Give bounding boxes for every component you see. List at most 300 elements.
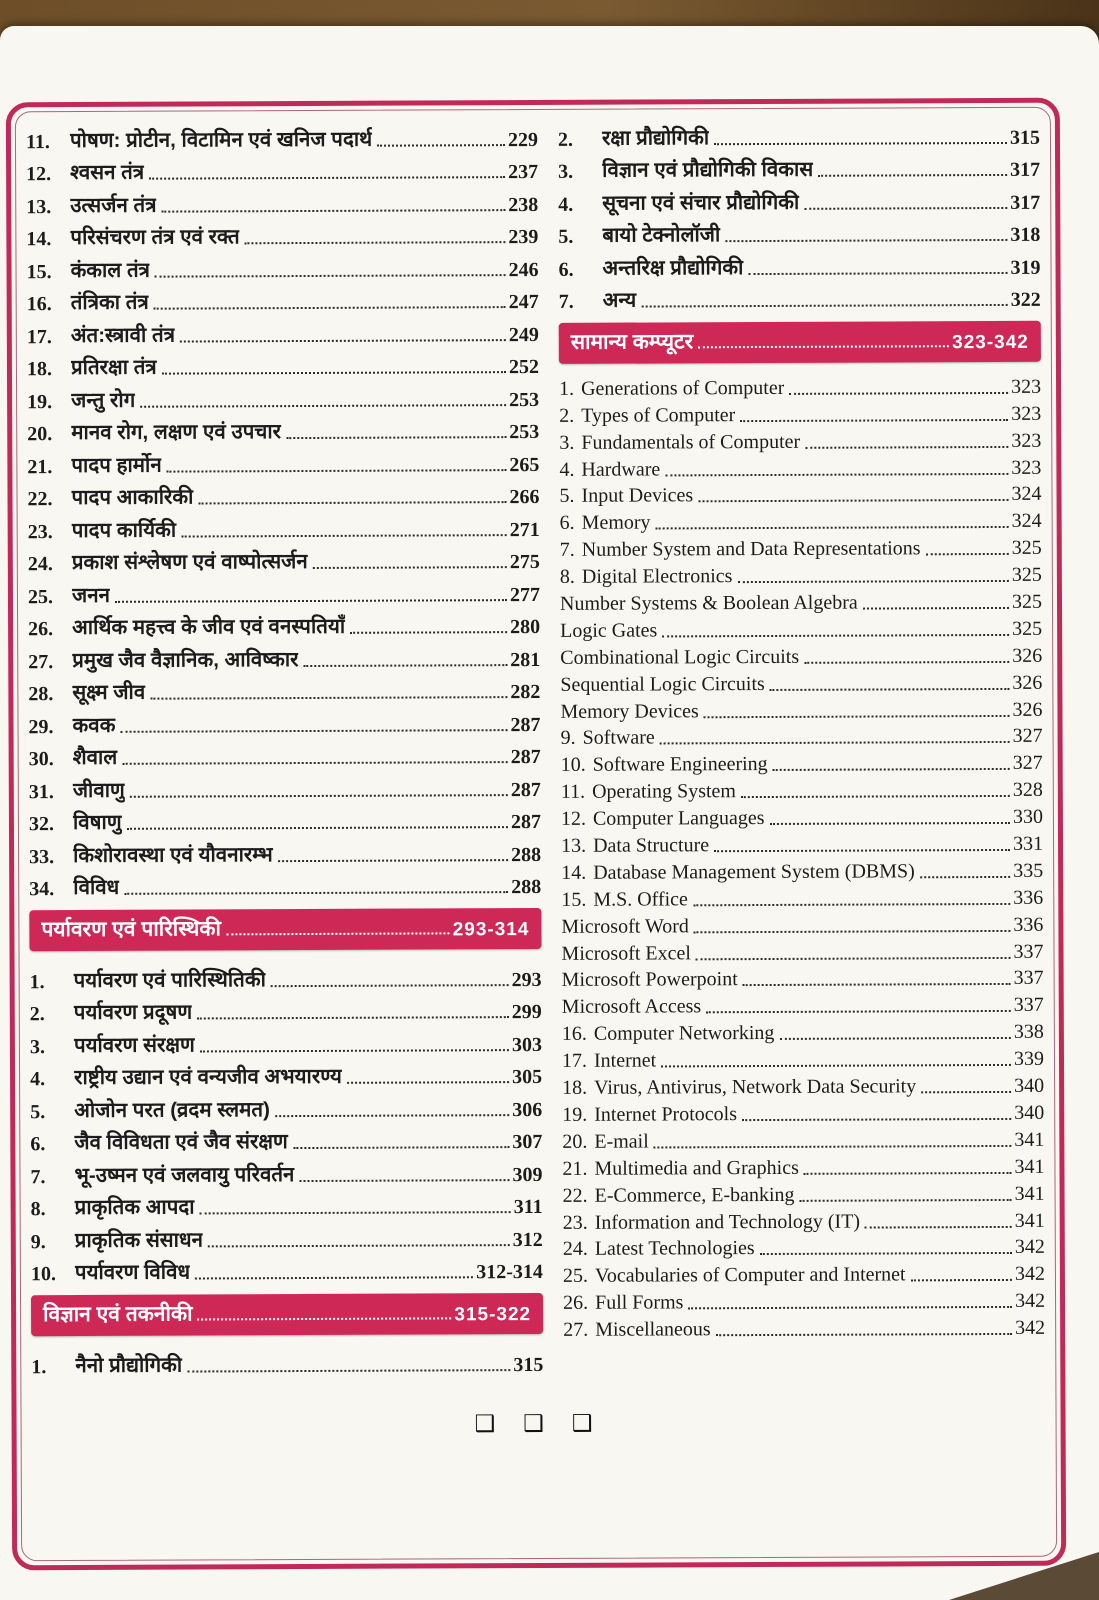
item-title: Input Devices [581,484,694,508]
item-page: 341 [1014,1182,1045,1205]
toc-item [563,1286,1045,1315]
dot-leader [818,174,1007,177]
item-number: 11. [25,130,50,153]
toc-item [559,372,1041,401]
dot-leader [716,1333,1012,1336]
dot-leader [180,339,506,342]
item-page: 288 [511,875,542,899]
item-number: 2. [557,128,574,151]
item-page: 307 [512,1130,543,1154]
item-title: प्रकाश संश्लेषण एवं वाष्पोत्सर्जन [71,549,308,575]
item-page: 315 [1009,126,1041,149]
item-page: 342 [1014,1236,1045,1259]
toc-item [562,1044,1044,1073]
item-number: 3. [559,431,575,454]
item-page: 280 [510,615,541,639]
toc-item [28,509,540,544]
item-title: Operating System [592,780,737,804]
toc-item [563,1259,1045,1288]
item-title: पर्यावरण प्रदूषण [73,1000,193,1025]
item-page: 324 [1011,483,1042,506]
item-number: 1. [31,1355,47,1378]
toc-item [560,506,1042,535]
dot-leader [743,983,1011,986]
item-number: 7. [30,1165,46,1188]
item-title: विविध [73,875,120,900]
toc-item [26,216,538,251]
dot-leader [278,859,508,862]
toc-item [29,866,541,901]
item-page: 319 [1010,256,1041,279]
item-title: E-Commerce, E-banking [594,1183,795,1207]
item-page: 317 [1010,191,1041,214]
item-number: 24. [562,1238,588,1261]
dot-leader [120,729,507,733]
item-page: 327 [1012,752,1043,775]
toc-item [28,574,540,609]
item-title: भू-उष्मन एवं जलवायु परिवर्तन [74,1162,295,1187]
item-page: 325 [1012,617,1043,640]
item-number: 12. [26,163,52,186]
item-page: 342 [1014,1263,1045,1286]
item-title: पोषण: प्रोटीन, विटामिन एवं खनिज पदार्थ [69,127,373,152]
dot-leader [706,1010,1011,1013]
item-page: 325 [1011,537,1042,560]
dot-leader [740,419,1008,422]
item-title: Microsoft Access [561,995,702,1019]
dot-leader [760,1252,1012,1255]
item-number: 18. [26,358,53,381]
dot-leader [149,176,505,180]
toc-item [30,1089,542,1124]
item-number: 12. [560,807,586,831]
item-number: 8. [559,565,575,589]
dot-leader [804,1172,1012,1175]
toc-item [30,1056,542,1091]
toc-item [27,379,539,414]
toc-item [28,541,540,576]
toc-item [562,963,1044,992]
item-title: Memory [581,511,651,535]
toc-item [31,1344,543,1379]
item-title: पादप हार्मोन [71,453,162,477]
toc-item [31,1251,543,1286]
item-title: Latest Technologies [594,1237,755,1261]
toc-item [27,314,539,349]
item-title: जीवाणु [72,778,125,802]
item-title: विषाणु [72,810,122,835]
toc-item [561,721,1043,750]
item-page: 335 [1013,859,1044,882]
item-page: 326 [1012,698,1043,721]
item-title: E-mail [594,1130,649,1153]
item-page: 326 [1012,644,1043,667]
toc-item [562,1152,1044,1181]
item-page: 287 [510,810,541,834]
item-title: Miscellaneous [595,1318,711,1341]
toc-item [28,671,540,706]
item-title: श्वसन तंत्र [70,160,145,185]
toc-item [562,990,1044,1019]
item-number: 7. [558,290,574,313]
item-number: 6. [30,1133,46,1156]
scanned-page [0,26,1099,1600]
item-title: Computer Networking [593,1022,775,1046]
dot-leader [181,534,507,537]
toc-column-left [26,119,543,1379]
dot-leader [779,1037,1010,1040]
dot-leader [275,1114,509,1117]
item-page: 323 [1011,402,1042,425]
item-title: पादप आकारिकी [71,485,194,510]
toc-item [560,694,1042,723]
toc-item [558,117,1040,152]
item-title: पर्यावरण एवं पारिस्थितिकी [73,967,266,992]
dot-leader [347,1081,509,1084]
item-page: 303 [511,1033,542,1056]
item-number: 2. [559,404,575,427]
section-header [559,321,1041,364]
item-page: 323 [1011,456,1042,479]
item-number: 9. [560,727,576,750]
item-page: 317 [1010,158,1041,181]
item-number: 25. [27,585,54,608]
item-page: 323 [1011,429,1042,452]
toc-item [558,182,1040,217]
toc-item [561,829,1043,858]
item-number: 19. [562,1103,588,1126]
toc-item [28,704,540,739]
item-page: 330 [1012,805,1043,829]
item-number: 28. [28,683,54,706]
item-title: सूचना एवं संचार प्रौद्योगिकी [602,190,800,215]
item-title: Logic Gates [560,619,658,642]
toc-border-box [6,98,1066,1571]
item-page: 287 [510,745,541,769]
item-number: 5. [559,485,575,508]
item-title: मानव रोग, लक्षण एवं उपचार [71,420,282,445]
item-page: 341 [1014,1209,1045,1232]
item-page: 253 [509,420,540,444]
toc-item [560,560,1042,589]
toc-item [563,1313,1045,1342]
dot-leader [865,1225,1012,1228]
item-title: Microsoft Word [561,915,689,938]
dot-leader [714,849,1010,852]
toc-item [560,587,1042,616]
toc-item [560,614,1042,643]
item-title: तंत्रिका तंत्र [70,290,149,315]
section-page-range: 315-322 [454,1304,532,1326]
item-page: 322 [1010,288,1041,311]
item-page: 265 [509,453,540,476]
item-title: Software Engineering [592,753,768,777]
item-number: 20. [562,1130,588,1153]
item-title: Number Systems & Boolean Algebra [559,591,858,615]
item-title: ओजोन परत (व्रदम स्लमत) [74,1097,270,1122]
item-number: 23. [562,1211,588,1234]
item-number: 5. [30,1100,46,1123]
dot-leader [127,826,508,830]
item-page: 342 [1014,1289,1046,1313]
item-number: 26. [28,618,54,641]
item-number: 4. [559,458,575,481]
toc-item [561,748,1043,777]
item-title: M.S. Office [593,888,688,911]
dot-leader [155,274,506,278]
item-title: परिसंचरण तंत्र एवं रक्त [70,225,240,250]
toc-item [26,119,538,154]
toc-item [29,801,541,836]
dot-leader [863,607,1009,610]
end-of-contents-squares: ❑ ❑ ❑ [474,1410,603,1437]
toc-item [561,856,1043,885]
item-number: 22. [562,1184,588,1207]
item-number: 9. [30,1230,46,1253]
item-number: 7. [559,539,575,562]
toc-item [560,668,1042,697]
dot-leader [198,1317,452,1320]
dot-leader [656,526,1009,530]
dot-leader [167,469,507,472]
toc-item [30,959,542,994]
dot-leader [641,304,1007,308]
item-page: 337 [1013,940,1044,963]
item-number: 3. [558,160,574,183]
item-page: 239 [508,225,539,249]
item-title: कवक [72,713,116,737]
item-title: जनन [71,583,110,607]
dot-leader [299,1179,509,1182]
item-page: 306 [512,1098,543,1121]
item-page: 238 [508,193,539,216]
item-title: राष्ट्रीय उद्यान एवं वन्यजीव अभयारण्य [74,1064,342,1090]
toc-item [558,149,1040,184]
item-number: 32. [28,813,55,836]
toc-item [27,411,539,446]
dot-leader [773,768,1010,771]
dot-leader [704,715,1010,718]
toc-item [559,479,1041,508]
item-title: Information and Technology (IT) [594,1210,861,1234]
dot-leader [286,436,506,439]
item-page: 325 [1011,590,1043,613]
toc-item [562,1125,1044,1154]
dot-leader [197,1016,509,1019]
item-page: 249 [508,323,539,346]
toc-item [31,1186,543,1221]
toc-item [27,476,539,511]
item-page: 275 [509,550,540,574]
toc-item [563,1179,1045,1208]
toc-item [31,1219,543,1254]
dot-leader [271,984,509,987]
item-page: 337 [1013,967,1044,990]
item-title: Computer Languages [592,807,765,830]
toc-item [28,606,540,641]
item-page: 340 [1014,1101,1045,1124]
item-title: Types of Computer [581,403,736,427]
item-title: जैव विविधता एवं जैव संरक्षण [74,1130,288,1155]
item-page: 323 [1011,375,1042,398]
item-page: 336 [1013,886,1044,909]
item-number: 14. [26,228,52,251]
item-title: Multimedia and Graphics [594,1156,799,1180]
item-number: 10. [560,754,586,777]
item-page: 266 [509,485,540,509]
item-number: 22. [27,488,53,511]
toc-item [29,736,541,771]
dot-leader [195,1276,473,1279]
item-page: 342 [1015,1316,1046,1339]
item-title: अंत:स्त्रावी तंत्र [70,323,176,347]
item-title: Database Management System (DBMS) [593,860,915,884]
toc-item [30,1121,542,1156]
dot-leader [162,209,506,212]
item-page: 281 [510,648,541,671]
item-page: 287 [510,778,541,801]
dot-leader [911,1279,1012,1281]
dot-leader [187,1369,510,1372]
dot-leader [805,446,1008,449]
item-number: 17. [26,325,52,348]
toc-item [30,1154,542,1189]
dot-leader [770,688,1010,691]
item-page: 324 [1011,510,1042,533]
item-number: 30. [28,748,54,771]
dot-leader [921,1091,1011,1093]
dot-leader [804,661,1009,664]
toc-item [561,910,1043,939]
dot-leader [200,1211,511,1214]
item-number: 6. [558,258,574,281]
item-title: Sequential Logic Circuits [560,672,765,696]
section-title: पर्यावरण एवं पारिस्थिकी [41,917,221,942]
item-page: 288 [511,843,542,866]
item-page: 311 [513,1195,543,1219]
item-title: रक्षा प्रौद्योगिकी [601,125,710,150]
item-number: 26. [562,1291,589,1315]
toc-item [561,775,1043,804]
item-number: 25. [562,1265,588,1288]
dot-leader [377,144,505,147]
dot-leader [693,903,1010,906]
dot-leader [150,696,507,700]
item-title: Fundamentals of Computer [581,430,801,454]
item-title: प्रतिरक्षा तंत्र [70,355,157,380]
toc-item [29,834,541,869]
toc-item [559,426,1041,455]
item-page: 339 [1013,1047,1045,1071]
item-title: सूक्ष्म जीव [72,680,146,705]
item-page: 336 [1013,913,1044,936]
item-page: 340 [1014,1074,1045,1097]
section-header [31,1293,543,1336]
dot-leader [200,1049,509,1052]
item-page: 305 [512,1065,543,1089]
dot-leader [293,1146,509,1149]
dot-leader [245,241,506,244]
item-number: 1. [29,970,45,993]
toc-item [563,1205,1045,1234]
item-page: 287 [510,713,541,736]
item-title: Generations of Computer [581,376,785,400]
item-page: 337 [1013,994,1044,1017]
dot-leader [741,795,1010,798]
item-page: 253 [509,388,540,411]
item-page: 246 [508,258,539,281]
item-title: Internet [593,1049,657,1072]
dot-leader [920,876,1010,878]
dot-leader [698,345,949,348]
item-number: 27. [563,1318,589,1341]
dot-leader [926,553,1009,555]
toc-item [26,184,538,219]
section-title: विज्ञान एवं तकनीकी [43,1302,193,1327]
item-number: 21. [27,455,53,478]
section-page-range: 323-342 [952,331,1029,354]
item-title: आर्थिक महत्त्व के जीव एवं वनस्पतियाँ [72,614,346,640]
dot-leader [661,1064,1011,1068]
dot-leader [660,741,1010,745]
item-title: किशोरावस्था एवं यौवनारम्भ [73,842,273,867]
item-number: 16. [26,293,52,316]
item-title: पादप कार्यिकी [71,518,177,542]
item-title: प्रमुख जैव वैज्ञानिक, आविष्कार [72,647,299,672]
dot-leader [789,392,1008,395]
item-page: 338 [1013,1021,1044,1044]
toc-item [558,247,1040,282]
item-title: पर्यावरण संरक्षण [73,1032,195,1057]
dot-leader [208,1244,510,1247]
item-number: 5. [558,225,574,248]
dot-leader [662,634,1009,638]
dot-leader [698,499,1008,502]
dot-leader [304,664,508,667]
item-number: 13. [26,195,52,218]
item-number: 10. [30,1263,56,1286]
dot-leader [725,239,1007,242]
item-number: 3. [29,1035,45,1058]
item-title: शैवाल [72,745,118,770]
item-title: Internet Protocols [594,1103,738,1126]
toc-item [560,641,1042,670]
item-title: Vocabularies of Computer and Internet [594,1263,906,1288]
dot-leader [800,1199,1012,1202]
item-number: 15. [561,888,587,911]
toc-item [29,769,541,804]
item-title: प्राकृतिक संसाधन [74,1227,203,1252]
item-number: 15. [26,260,52,283]
item-page: 247 [508,290,539,314]
item-page: 309 [512,1163,543,1186]
item-page: 237 [508,160,539,184]
dot-leader [226,932,450,935]
toc-column-right [558,117,1045,1342]
item-title: Memory Devices [560,699,699,723]
toc-item [559,452,1041,481]
dot-leader [694,930,1011,933]
item-title: Microsoft Powerpoint [561,968,738,992]
section-page-range: 293-314 [452,919,530,941]
item-title: नैनो प्रौद्योगिकी [75,1353,183,1377]
item-number: 4. [30,1068,46,1091]
item-title: जन्तु रोग [71,388,136,412]
item-page: 341 [1014,1155,1045,1178]
item-title: Virus, Antivirus, Network Data Security [594,1075,917,1099]
section-title: सामान्य कम्प्यूटर [570,330,694,354]
item-page: 282 [510,680,541,704]
